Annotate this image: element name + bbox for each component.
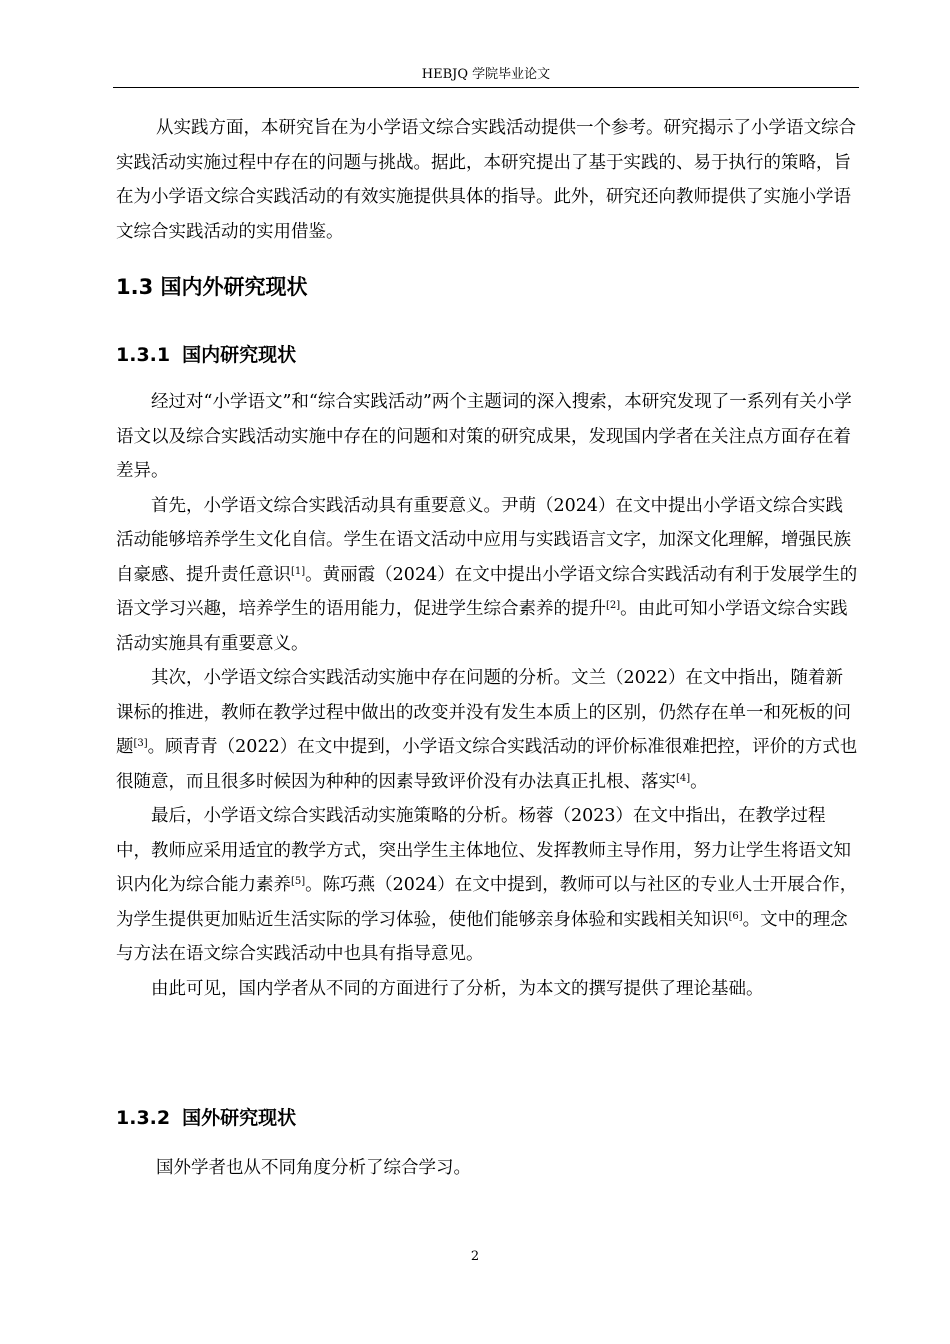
text-run: 首先，小学语文综合实践活动具有重要意义。尹萌（2024）在文中提出小学语文综合实践活动能够培养学生文化自信。学生在语文活动中应用与实践语言文字，加深文化理解，增强民族自豪感、提升责任意识	[116, 495, 851, 585]
paragraph-search: 经过对“小学语文”和“综合实践活动”两个主题词的深入搜索，本研究发现了一系列有关小学语文以及综合实践活动实施中存在的问题和对策的研究成果，发现国内学者在关注点方面存在着差异。	[116, 392, 852, 481]
section-heading-1-3: 1.3 国内外研究现状	[116, 275, 308, 299]
subsection-heading-1-3-1	[116, 340, 296, 367]
citation-3[interactable]: [3]	[133, 738, 148, 749]
paragraph-strategies	[116, 799, 858, 972]
paragraph-text: 从实践方面，本研究旨在为小学语文综合实践活动提供一个参考。研究揭示了小学语文综合实践活动实施过程中存在的问题与挑战。据此，本研究提出了基于实践的、易于执行的策略，旨在为小学语文综合实践活动的有效实施提供具体的指导。此外，研究还向教师提供了实施小学语文综合实践活动的实用借鉴。	[116, 118, 856, 242]
page-number: 2	[470, 1249, 480, 1264]
text-run: 。	[690, 771, 708, 792]
citation-1[interactable]: [1]	[291, 565, 306, 577]
body-domestic	[116, 385, 858, 1006]
paragraph-practice	[116, 111, 858, 249]
citation-2[interactable]: [2]	[606, 600, 621, 611]
citation-5[interactable]: [5]	[291, 876, 306, 887]
heading-number: 1.3.2	[116, 1107, 171, 1129]
page-header: HEBJQ 学院毕业论文	[421, 67, 551, 82]
citation-4[interactable]: [4]	[676, 772, 691, 784]
heading-number: 1.3.1	[116, 344, 171, 366]
paragraph-foreign: 国外学者也从不同角度分析了综合学习。	[156, 1158, 471, 1178]
text-run: 。陈巧燕（2024）在文中提到，教师可以与社区的专业人士开展合作，为学生提供更加贴近生活实际的学习体验，使他们能够亲身体验和实践相关知识	[116, 875, 858, 930]
text-run: 最后，小学语文综合实践活动实施策略的分析。杨蓉（2023）在文中指出，在教学过程中，教师应采用适宜的教学方式，突出学生主体地位、发挥教师主导作用，努力让学生将语文知识内化为综合能力素养	[116, 806, 851, 895]
text-run: 。黄丽霞（2024）在文中提出小学语文综合实践活动有利于发展学生的语文学习兴趣，培养学生的语用能力，促进学生综合素养的提升	[116, 564, 858, 619]
text-run: 。文中的理念与方法在语文综合实践活动中也具有指导意见。	[116, 909, 848, 964]
text-run: 。顾青青（2022）在文中提到，小学语文综合实践活动的评价标准很难把控，评价的方式也很随意，而且很多时候因为种种的因素导致评价没有办法真正扎根、落实	[116, 737, 858, 792]
header-rule	[113, 87, 859, 88]
paragraph-summary: 由此可见，国内学者从不同的方面进行了分析，为本文的撰写提供了理论基础。	[151, 978, 764, 999]
text-run: 。由此可知小学语文综合实践活动实施具有重要意义。	[116, 599, 848, 654]
body-foreign	[116, 1151, 858, 1186]
paragraph-significance	[116, 489, 858, 662]
subsection-heading-1-3-2	[116, 1103, 296, 1130]
citation-6[interactable]: [6]	[728, 910, 743, 922]
heading-text: 国外研究现状	[182, 1107, 297, 1129]
text-run: 其次，小学语文综合实践活动实施中存在问题的分析。文兰（2022）在文中指出，随着新课标的推进，教师在教学过程中做出的改变并没有发生本质上的区别，仍然存在单一和死板的问题	[116, 668, 851, 757]
paragraph-problems	[116, 661, 858, 799]
heading-text: 国内研究现状	[182, 344, 297, 366]
